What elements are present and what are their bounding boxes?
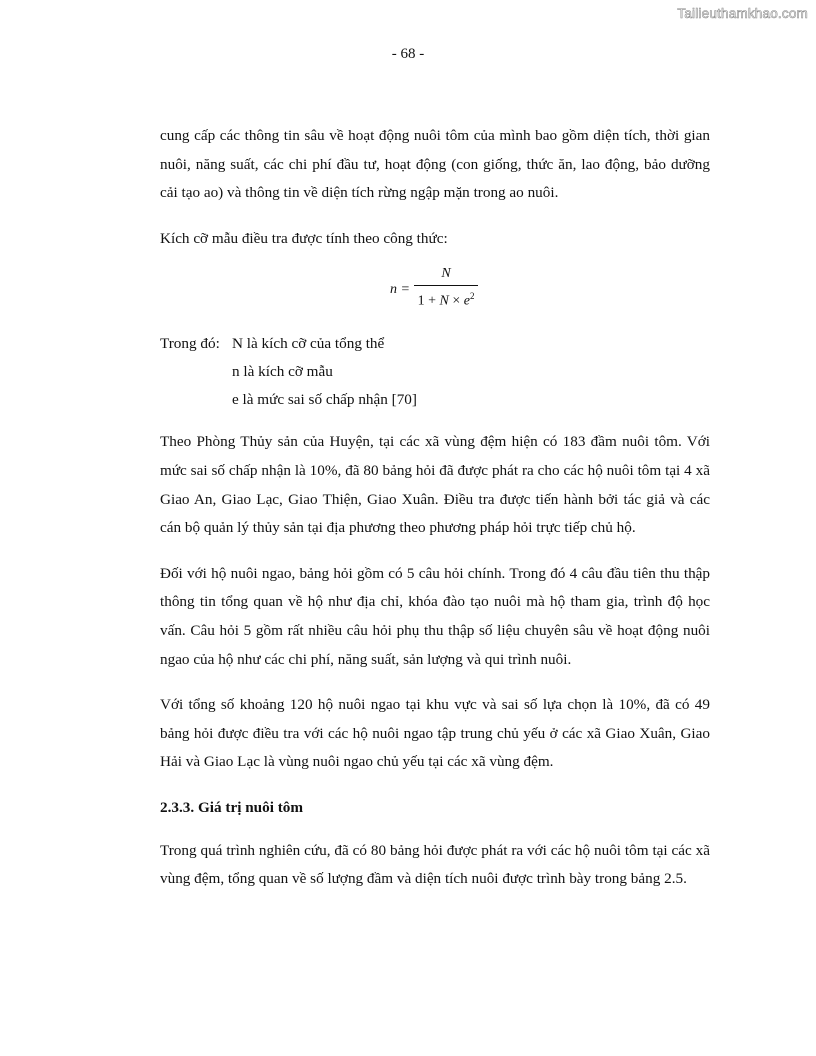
formula-den-times: ×	[448, 294, 464, 310]
formula-fraction	[414, 264, 478, 312]
formula-denominator	[414, 286, 478, 312]
section-heading: 2.3.3. Giá trị nuôi tôm	[160, 798, 304, 816]
definition-item: N là kích cỡ của tổng thể	[232, 335, 385, 353]
definition-item: n là kích cỡ mẫu	[232, 363, 333, 381]
formula-numerator-n: N	[441, 266, 451, 282]
formula-den-exponent: 2	[469, 291, 475, 302]
watermark: Tailieuthamkhao.com	[677, 6, 808, 21]
formula-den-n: N	[439, 294, 449, 310]
sample-size-formula	[160, 264, 710, 326]
definition-item: e là mức sai số chấp nhận [70]	[232, 391, 417, 409]
formula-lhs: n =	[390, 282, 410, 298]
paragraph-shrimp-survey: Theo Phòng Thủy sản của Huyện, tại các xã vùng đệm hiện có 183 đầm nuôi tôm. Với mức sai số chấp nhận là 10%, đã 80 bảng hỏi đã được phát ra cho các hộ nuôi tôm tại 4 xã Giao An, Giao Lạc, Giao Thiện, Giao Xuân. Điều tra được tiến hành bởi tác giả và các cán bộ quản lý thủy sản tại địa phương theo phương pháp hỏi trực tiếp chủ hộ.	[160, 433, 710, 537]
definitions-label: Trong đó:	[160, 335, 220, 353]
formula-definitions	[160, 330, 710, 416]
formula-numerator	[414, 264, 478, 286]
document-body	[160, 122, 710, 911]
paragraph-survey-info: cung cấp các thông tin sâu về hoạt động nuôi tôm của mình bao gồm diện tích, thời gian nuôi, năng suất, các chi phí đầu tư, hoạt động (con giống, thức ăn, lao động, bảo dưỡng cải tạo ao) và thông tin về diện tích rừng ngập mặn trong ao nuôi.	[160, 127, 710, 202]
paragraph-shrimp-value: Trong quá trình nghiên cứu, đã có 80 bảng hỏi được phát ra với các hộ nuôi tôm tại các xã vùng đệm, tổng quan về số lượng đầm và diện tích nuôi được trình bày trong bảng 2.5.	[160, 841, 710, 888]
page-number: - 68 -	[391, 46, 425, 62]
paragraph-clam-questionnaire: Đối với hộ nuôi ngao, bảng hỏi gồm có 5 câu hỏi chính. Trong đó 4 câu đầu tiên thu thập thông tin tổng quan về hộ như địa chỉ, khóa đào tạo nuôi mà hộ tham gia, trình độ học vấn. Câu hỏi 5 gồm rất nhiều câu hỏi phụ thu thập số liệu chuyên sâu về hoạt động nuôi ngao của hộ như các chi phí, năng suất, sản lượng và qui trình nuôi.	[160, 564, 710, 668]
paragraph-sample-size-intro: Kích cỡ mẫu điều tra được tính theo công thức:	[160, 229, 448, 247]
formula-den-one: 1 +	[417, 294, 440, 310]
formula-den-e: e	[463, 294, 470, 310]
paragraph-clam-sample: Với tổng số khoảng 120 hộ nuôi ngao tại khu vực và sai số lựa chọn là 10%, đã có 49 bảng hỏi được điều tra với các hộ nuôi ngao tập trung chủ yếu ở các xã Giao Xuân, Giao Hải và Giao Lạc là vùng nuôi ngao chủ yếu tại các xã vùng đệm.	[160, 696, 710, 771]
